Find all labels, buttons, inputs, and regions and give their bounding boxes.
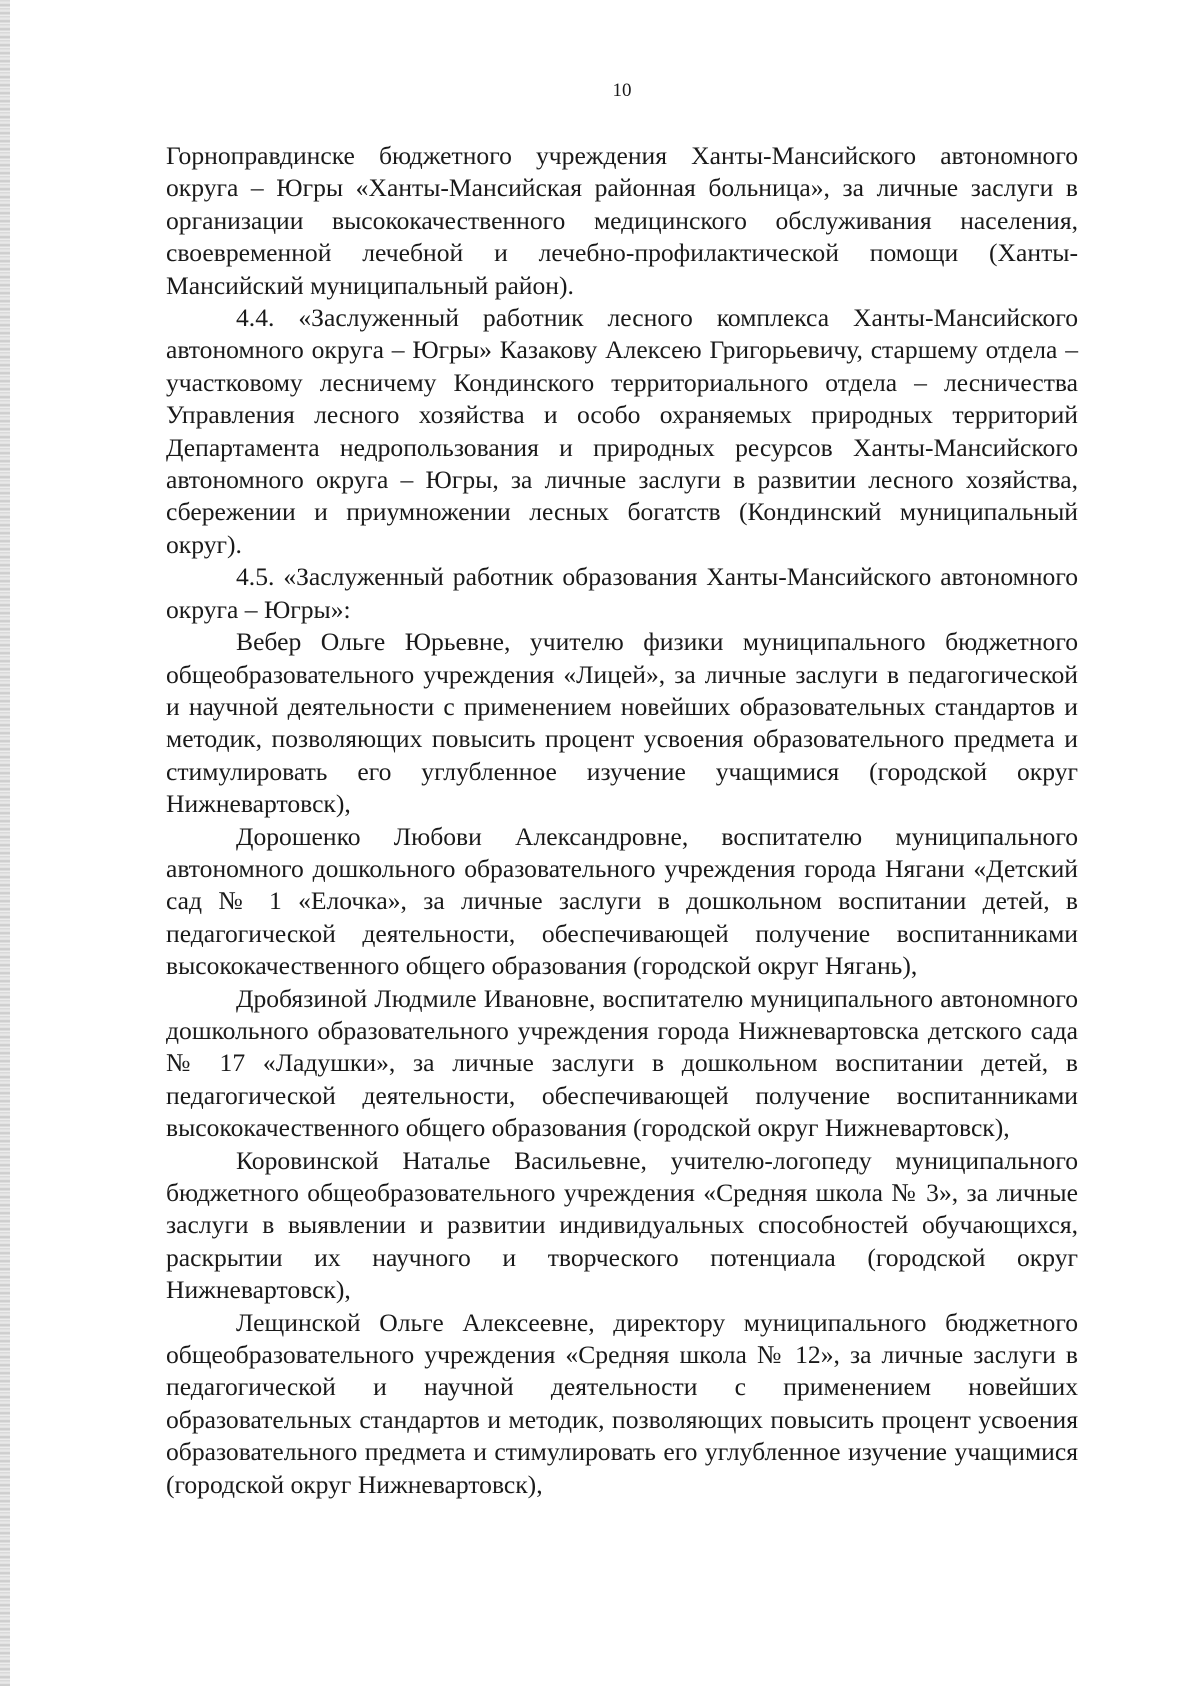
page-number: 10 [612,80,632,101]
paragraph-veber: Вебер Ольге Юрьевне, учителю физики муниципального бюджетного общеобразовательного учреждения «Лицей», за личные заслуги в педагогической и научной деятельности с применением новейших образовательных стандартов и методик, позволяющих повысить процент усвоения образовательного предмета и стимулировать его углубленное изучение учащимися (городской округ Нижневартовск), [166,627,1078,819]
document-body [166,140,1078,1501]
paragraph-4-5-heading: 4.5. «Заслуженный работник образования Ханты-Мансийского автономного округа – Югры»: [166,562,1078,624]
paragraph-continuation: Горноправдинске бюджетного учреждения Ханты-Мансийского автономного округа – Югры «Ханты-Мансийская районная больница», за личные заслуги в организации высококачественного медицинского обслуживания населения, своевременной лечебной и лечебно-профилактической помощи (Ханты-Мансийский муниципальный район). [166,141,1078,300]
paragraph-leshchinskaya: Лещинской Ольге Алексеевне, директору муниципального бюджетного общеобразовательного учреждения «Средняя школа № 12», за личные заслуги в педагогической и научной деятельности с применением новейших образовательных стандартов и методик, позволяющих повысить процент усвоения образовательного предмета и стимулировать его углубленное изучение учащимися (городской округ Нижневартовск), [166,1307,1078,1499]
scan-edge [0,0,10,1686]
paragraph-doroshenko: Дорошенко Любови Александровне, воспитателю муниципального автономного дошкольного образовательного учреждения города Нягани «Детский сад № 1 «Елочка», за личные заслуги в дошкольном воспитании детей, в педагогической деятельности, обеспечивающей получение воспитанниками высококачественного общего образования (городской округ Нягань), [166,821,1078,981]
paragraph-drobyazina: Дробязиной Людмиле Ивановне, воспитателю муниципального автономного дошкольного образовательного учреждения города Нижневартовска детского сада № 17 «Ладушки», за личные заслуги в дошкольном воспитании детей, в педагогической деятельности, обеспечивающей получение воспитанниками высококачественного общего образования (городской округ Нижневартовск), [166,983,1078,1143]
paragraph-korovinskaya: Коровинской Наталье Васильевне, учителю-логопеду муниципального бюджетного общеобразовательного учреждения «Средняя школа № 3», за личные заслуги в выявлении и развитии индивидуальных способностей обучающихся, раскрытии их научного и творческого потенциала (городской округ Нижневартовск), [166,1145,1078,1305]
paragraph-4-4: 4.4. «Заслуженный работник лесного комплекса Ханты-Мансийского автономного округа – Югры» Казакову Алексею Григорьевичу, старшему отдела – участковому лесничему Кондинского территориального отдела – лесничества Управления лесного хозяйства и особо охраняемых природных территорий Департамента недропользования и природных ресурсов Ханты-Мансийского автономного округа – Югры, за личные заслуги в развитии лесного хозяйства, сбережении и приумножении лесных богатств (Кондинский муниципальный округ). [166,303,1078,559]
